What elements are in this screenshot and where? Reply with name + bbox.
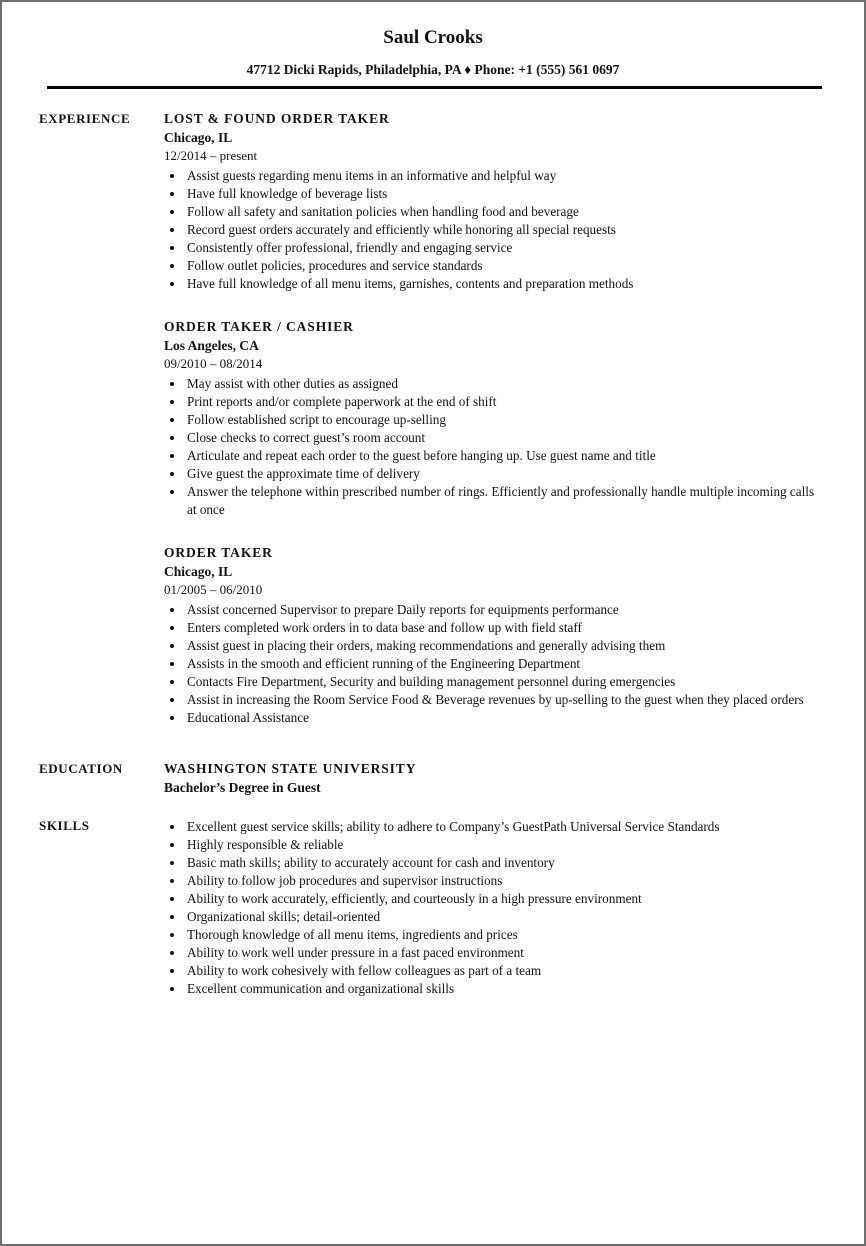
job-bullet: • Assist guests regarding menu items in an informative and helpful way [185, 167, 823, 185]
job-bullet: • Articulate and repeat each order to the guest before hanging up. Use guest name and title [185, 447, 823, 465]
section-skills [2, 817, 864, 998]
skill-bullet: • Organizational skills; detail-oriented [185, 908, 823, 926]
skill-bullet: • Basic math skills; ability to accurately account for cash and inventory [185, 854, 823, 872]
job-bullet: • Assist in increasing the Room Service Food & Beverage revenues by up-selling to the guest when they placed orders [185, 691, 823, 709]
skill-bullet: • Excellent communication and organizational skills [185, 980, 823, 998]
job-bullet: • Give guest the approximate time of delivery [185, 465, 823, 483]
section-experience [2, 110, 864, 727]
job-bullet-list [164, 601, 823, 727]
skill-bullet: • Ability to work cohesively with fellow colleagues as part of a team [185, 962, 823, 980]
experience-entry [164, 544, 823, 727]
skill-bullet: • Excellent guest service skills; ability to adhere to Company’s GuestPath Universal Service Standards [185, 818, 823, 836]
education-content [164, 760, 823, 796]
job-bullet: • Answer the telephone within prescribed number of rings. Efficiently and professionally handle multiple incoming calls at once [185, 483, 823, 519]
education-entry [164, 760, 823, 796]
skill-bullet: • Ability to work accurately, efficiently, and courteously in a high pressure environment [185, 890, 823, 908]
section-label-skills: SKILLS [39, 818, 90, 833]
skill-bullet: • Highly responsible & reliable [185, 836, 823, 854]
contact-line: 47712 Dicki Rapids, Philadelphia, PA ♦ Phone: +1 (555) 561 0697 [246, 62, 620, 77]
job-title: LOST & FOUND ORDER TAKER [164, 111, 390, 126]
job-bullet: • Contacts Fire Department, Security and building management personnel during emergencies [185, 673, 823, 691]
job-bullet: • Have full knowledge of beverage lists [185, 185, 823, 203]
job-bullet: • May assist with other duties as assigned [185, 375, 823, 393]
experience-entry [164, 318, 823, 519]
skills-content [164, 817, 823, 998]
job-bullet: • Follow all safety and sanitation policies when handling food and beverage [185, 203, 823, 221]
job-bullet: • Educational Assistance [185, 709, 823, 727]
experience-entry [164, 110, 823, 293]
degree-name: Bachelor’s Degree in Guest [164, 780, 321, 795]
job-bullet: • Assists in the smooth and efficient running of the Engineering Department [185, 655, 823, 673]
job-bullet: • Follow outlet policies, procedures and service standards [185, 257, 823, 275]
section-education [2, 760, 864, 796]
skill-bullet: • Ability to follow job procedures and supervisor instructions [185, 872, 823, 890]
job-bullet: • Have full knowledge of all menu items, garnishes, contents and preparation methods [185, 275, 823, 293]
job-title: ORDER TAKER [164, 545, 273, 560]
skills-bullet-list [164, 818, 823, 998]
job-bullet-list [164, 375, 823, 519]
job-bullet: • Assist guest in placing their orders, making recommendations and generally advising them [185, 637, 823, 655]
section-label-education: EDUCATION [39, 761, 123, 776]
job-bullet: • Assist concerned Supervisor to prepare Daily reports for equipments performance [185, 601, 823, 619]
job-title: ORDER TAKER / CASHIER [164, 319, 354, 334]
job-bullet: • Record guest orders accurately and efficiently while honoring all special requests [185, 221, 823, 239]
skill-bullet: • Thorough knowledge of all menu items, ingredients and prices [185, 926, 823, 944]
job-location: Chicago, IL [164, 564, 233, 579]
job-location: Chicago, IL [164, 130, 233, 145]
skill-bullet: • Ability to work well under pressure in a fast paced environment [185, 944, 823, 962]
job-bullet: • Follow established script to encourage up-selling [185, 411, 823, 429]
resume-name: Saul Crooks [383, 27, 483, 48]
job-bullet: • Print reports and/or complete paperwork at the end of shift [185, 393, 823, 411]
header-divider [47, 86, 822, 89]
experience-content [164, 110, 823, 727]
job-dates: 09/2010 – 08/2014 [164, 356, 263, 371]
section-label-experience: EXPERIENCE [39, 111, 131, 126]
school-name: WASHINGTON STATE UNIVERSITY [164, 761, 417, 776]
job-dates: 12/2014 – present [164, 148, 258, 163]
job-bullet: • Consistently offer professional, friendly and engaging service [185, 239, 823, 257]
job-bullet-list [164, 167, 823, 293]
job-location: Los Angeles, CA [164, 338, 259, 353]
job-bullet: • Enters completed work orders in to data base and follow up with field staff [185, 619, 823, 637]
job-bullet: • Close checks to correct guest’s room account [185, 429, 823, 447]
job-dates: 01/2005 – 06/2010 [164, 582, 263, 597]
